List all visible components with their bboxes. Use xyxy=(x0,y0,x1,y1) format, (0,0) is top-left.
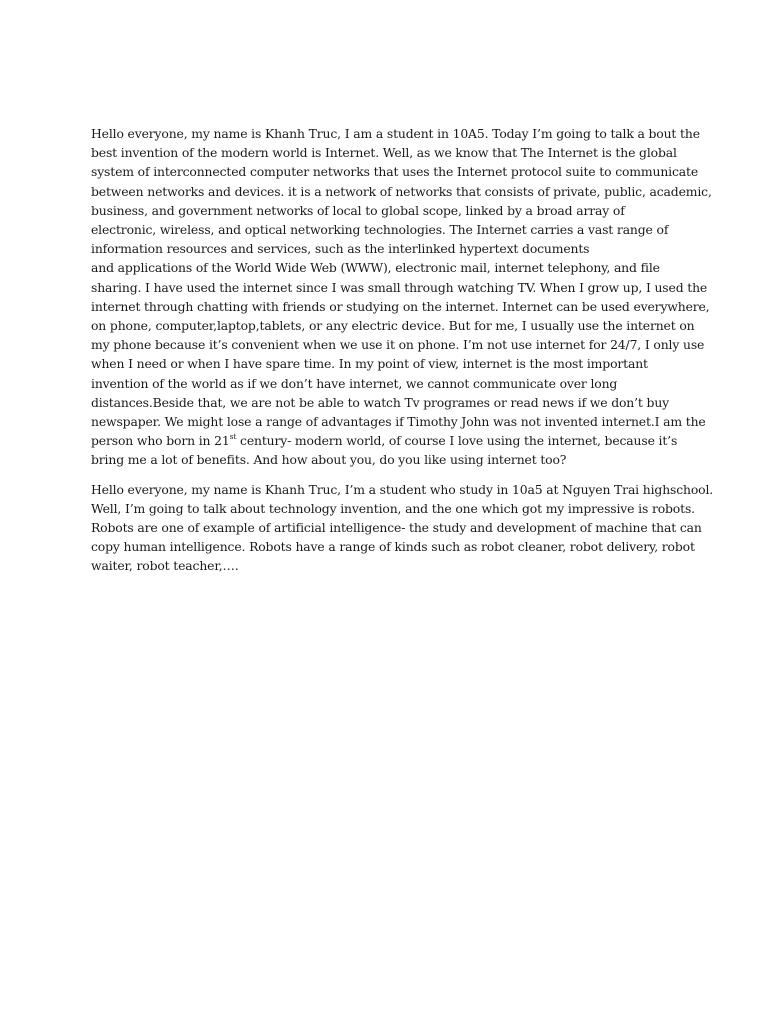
text-line: Hello everyone, my name is Khanh Truc, I am a student in 10A5. Today I’m going to talk a bout the xyxy=(91,126,700,141)
paragraph-robots xyxy=(91,480,714,576)
text-line: internet through chatting with friends or studying on the internet. Internet can be used everywhere, xyxy=(91,298,710,314)
text-line: newspaper. We might lose a range of advantages if Timothy John was not invented internet.I am the xyxy=(91,414,706,430)
text-line: distances.Beside that, we are not be able to watch Tv programes or read news if we don’t buy xyxy=(91,394,670,410)
text-line: copy human intelligence. Robots have a range of kinds such as robot cleaner, robot delivery, robot xyxy=(91,539,695,555)
text-line: sharing. I have used the internet since I was small through watching TV. When I grow up, I used the xyxy=(91,279,708,295)
text-line: best invention of the modern world is Internet. Well, as we know that The Internet is the global xyxy=(91,145,677,161)
text-line-with-superscript xyxy=(91,431,691,450)
text-line: and applications of the World Wide Web (WWW), electronic mail, internet telephony, and file xyxy=(91,260,660,276)
text-line: electronic, wireless, and optical networking technologies. The Internet carries a vast range of xyxy=(91,222,669,238)
text-line: system of interconnected computer networks that uses the Internet protocol suite to communicate xyxy=(91,164,699,180)
text-segment: century- modern world, of course I love using the internet, because it’s xyxy=(236,433,678,449)
text-line: Robots are one of example of artificial intelligence- the study and development of machine that can xyxy=(91,520,702,536)
text-line: between networks and devices. it is a network of networks that consists of private, public, academic, xyxy=(91,183,712,199)
text-line: business, and government networks of local to global scope, linked by a broad array of xyxy=(91,202,625,218)
text-line: Hello everyone, my name is Khanh Truc, I’m a student who study in 10a5 at Nguyen Trai highschool. xyxy=(91,481,714,497)
text-segment: person who born in 21 xyxy=(91,433,230,449)
text-line: my phone because it’s convenient when we use it on phone. I’m not use internet for 24/7, I only use xyxy=(91,337,705,353)
text-line: information resources and services, such as the interlinked hypertext documents xyxy=(91,241,590,257)
text-line: on phone, computer,laptop,tablets, or any electric device. But for me, I usually use the internet on xyxy=(91,318,695,334)
text-line: when I need or when I have spare time. In my point of view, internet is the most important xyxy=(91,356,648,372)
text-line: bring me a lot of benefits. And how about you, do you like using internet too? xyxy=(91,452,567,468)
paragraph-internet xyxy=(91,124,712,470)
document-body xyxy=(91,124,714,586)
text-line: invention of the world as if we don’t have internet, we cannot communicate over long xyxy=(91,375,618,391)
text-line: waiter, robot teacher,…. xyxy=(91,558,239,574)
ordinal-superscript: st xyxy=(229,432,237,442)
text-line: Well, I’m going to talk about technology invention, and the one which got my impressive is robots. xyxy=(91,500,695,516)
